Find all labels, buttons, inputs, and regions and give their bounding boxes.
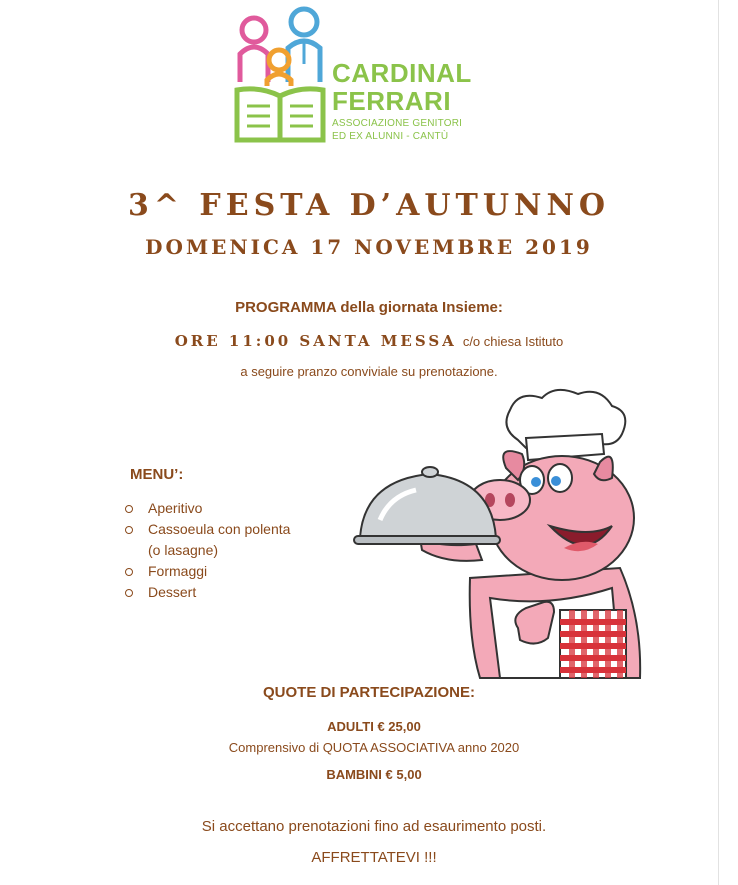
logo-name-line2: FERRARI	[332, 86, 452, 116]
family-book-icon	[232, 4, 332, 146]
list-item: Dessert	[122, 582, 290, 603]
mass-line	[0, 330, 738, 353]
event-date: DOMENICA 17 NOVEMBRE 2019	[145, 235, 593, 259]
bullet-icon	[125, 526, 133, 534]
list-item: Formaggi	[122, 561, 290, 582]
lunch-note: a seguire pranzo conviviale su prenotazione.	[240, 364, 498, 379]
event-title: 3^ FESTA D’AUTUNNO	[127, 188, 611, 223]
bullet-icon	[125, 505, 133, 513]
chef-pig-icon	[350, 388, 660, 688]
adult-price-note: Comprensivo di QUOTA ASSOCIATIVA anno 2020	[228, 740, 520, 755]
list-item: Cassoeula con polenta	[122, 519, 290, 540]
logo-subtitle-line2: ED EX ALUNNI - CANTÙ	[332, 131, 449, 142]
adult-price: ADULTI € 25,00	[327, 719, 421, 734]
menu-list	[122, 498, 290, 603]
association-logo	[232, 4, 522, 154]
list-item: Aperitivo	[122, 498, 290, 519]
mass-location: c/o chiesa Istituto	[462, 334, 564, 349]
bullet-icon	[125, 568, 133, 576]
hurry-note: AFFRETTATEVI !!!	[311, 849, 437, 866]
booking-notice: Si accettano prenotazioni fino ad esaurimento posti.	[201, 818, 547, 835]
logo-subtitle-line1: ASSOCIAZIONE GENITORI	[332, 118, 463, 129]
program-heading: PROGRAMMA della giornata Insieme:	[235, 299, 503, 316]
child-price: BAMBINI € 5,00	[326, 767, 422, 782]
mass-time: ORE 11:00 SANTA MESSA	[174, 332, 457, 350]
menu-heading: MENU’:	[130, 466, 184, 483]
list-item: (o lasagne)	[148, 542, 219, 558]
bullet-icon	[125, 589, 133, 597]
logo-name-line1: CARDINAL	[332, 58, 472, 88]
quotes-heading: QUOTE DI PARTECIPAZIONE:	[263, 684, 475, 701]
